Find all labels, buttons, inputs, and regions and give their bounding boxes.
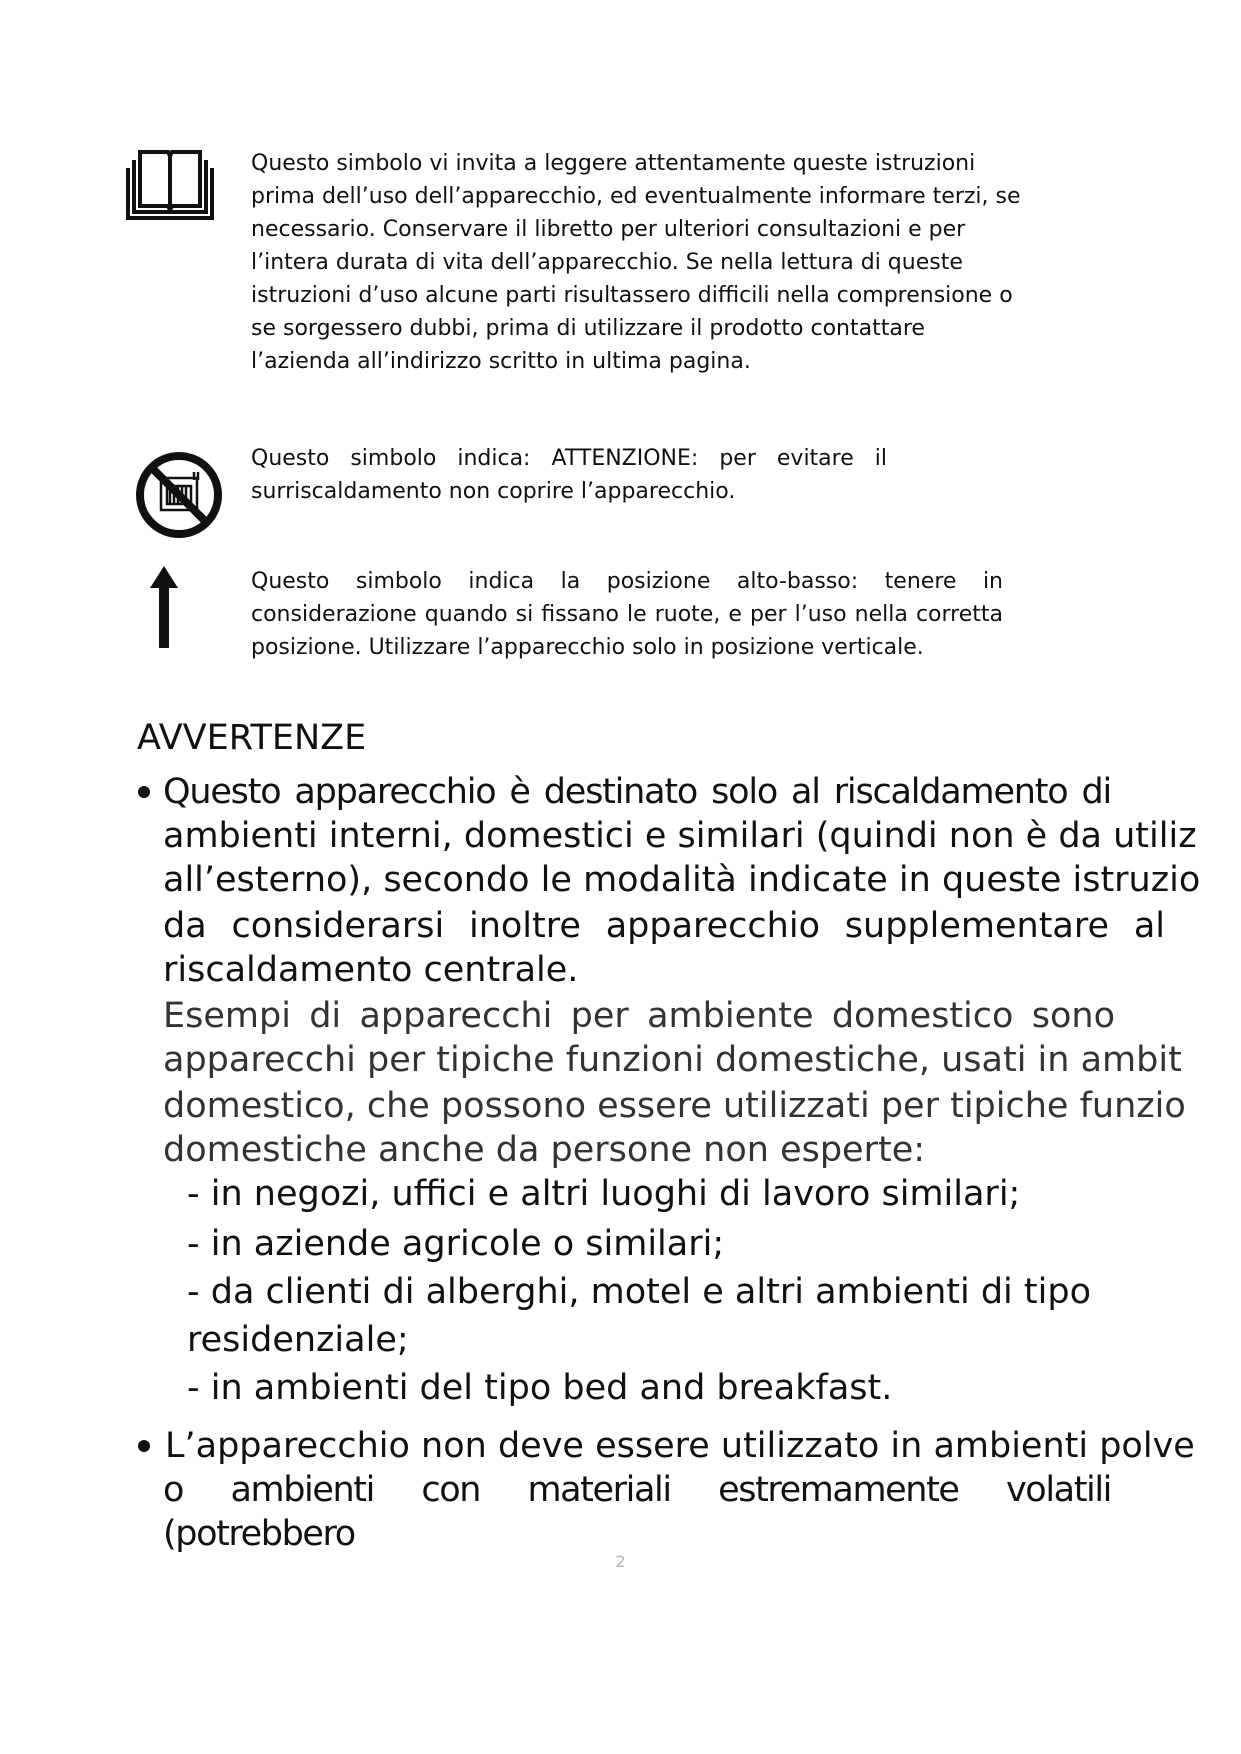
symbol-do-not-cover-text: [251, 442, 887, 508]
warning-2-line-1: L’apparecchio non deve essere utilizzato in ambienti polve: [165, 1426, 1195, 1466]
do-not-cover-suffix: : per evitare il surriscaldamento non coprire l’apparecchio.: [251, 446, 887, 504]
examples-line-3: domestico, che possono essere utilizzati per tipiche funzio: [163, 1086, 1186, 1126]
warning-2-line-2: o ambienti con materiali estremamente volatili (potrebbero: [163, 1470, 1111, 1554]
arrow-up-icon: [150, 566, 178, 652]
sub-item-4: - in ambienti del tipo bed and breakfast.: [187, 1368, 893, 1408]
examples-line-4: domestiche anche da persone non esperte:: [163, 1130, 926, 1170]
sub-item-1: - in negozi, uffici e altri luoghi di lavoro similari;: [187, 1174, 1021, 1214]
warning-1-line-5: riscaldamento centrale.: [163, 950, 579, 990]
bullet-1-icon: [138, 786, 150, 798]
do-not-cover-attention: ATTENZIONE: [551, 446, 691, 471]
sub-item-3-cont: residenziale;: [187, 1320, 409, 1360]
bullet-2-icon: [138, 1440, 150, 1452]
page-number: 2: [615, 1552, 626, 1571]
examples-line-1: Esempi di apparecchi per ambiente domestico sono: [163, 996, 1115, 1036]
warning-1-line-4: da considerarsi inoltre apparecchio supplementare al: [163, 906, 1165, 946]
do-not-cover-prefix: Questo simbolo indica:: [251, 446, 552, 471]
examples-line-2: apparecchi per tipiche funzioni domestiche, usati in ambit: [163, 1040, 1182, 1080]
warning-1-line-2: ambienti interni, domestici e similari (quindi non è da utiliz: [163, 816, 1197, 856]
warning-1-line-3: all’esterno), secondo le modalità indicate in queste istruzio: [163, 860, 1201, 900]
symbol-book-text: Questo simbolo vi invita a leggere attentamente queste istruzioni prima dell’uso dell’apparecchio, ed eventualmente informare terzi, se necessario. Conservare il libretto per ulteriori consultazioni e per l’intera durata di vita dell’apparecchio. Se nella lettura di queste istruzioni d’uso alcune parti risultassero difficili nella comprensione o se sorgessero dubbi, prima di utilizzare il prodotto contattare l’azienda all’indirizzo scritto in ultima pagina.: [251, 151, 1021, 374]
sub-item-3: - da clienti di alberghi, motel e altri ambienti di tipo: [187, 1272, 1091, 1312]
symbol-arrow-text: Questo simbolo indica la posizione alto-basso: tenere in considerazione quando si fissano le ruote, e per l’uso nella corretta posizione. Utilizzare l’apparecchio solo in posizione verticale.: [251, 569, 1003, 660]
do-not-cover-icon: [134, 450, 224, 544]
open-book-icon: [126, 148, 214, 224]
warnings-title: AVVERTENZE: [137, 718, 367, 758]
warning-1-line-1: Questo apparecchio è destinato solo al riscaldamento di: [163, 772, 1111, 812]
sub-item-2: - in aziende agricole o similari;: [187, 1224, 725, 1264]
